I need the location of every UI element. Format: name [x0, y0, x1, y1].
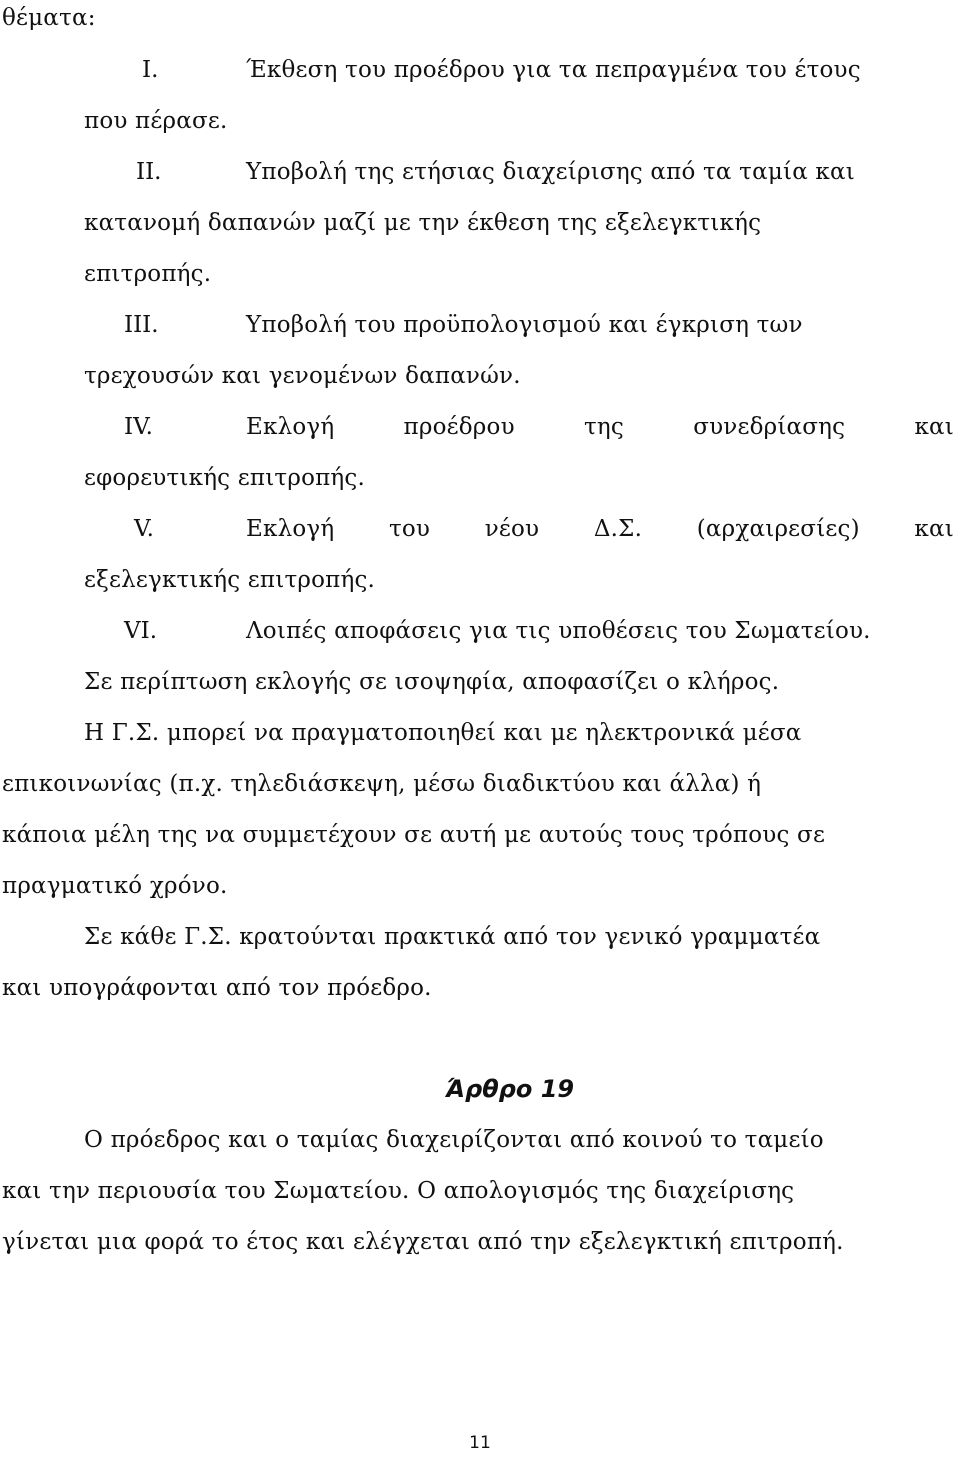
agenda-item-text: Υποβολή της ετήσιας διαχείρισης από τα ταμία και — [246, 159, 855, 185]
agenda-item-number: IV. — [124, 414, 153, 440]
word: προέδρου — [403, 414, 515, 440]
paragraph-electronic: επικοινωνίας (π.χ. τηλεδιάσκεψη, μέσω διαδικτύου και άλλα) ή — [2, 771, 762, 797]
agenda-item-number: V. — [134, 516, 154, 542]
agenda-item-number: III. — [124, 312, 159, 338]
article-text: γίνεται μια φορά το έτος και ελέγχεται από την εξελεγκτική επιτροπή. — [2, 1229, 844, 1255]
paragraph-minutes: Σε κάθε Γ.Σ. κρατούνται πρακτικά από τον γενικό γραμματέα — [84, 924, 821, 950]
agenda-item-text: εξελεγκτικής επιτροπής. — [84, 567, 376, 593]
word: Εκλογή — [246, 516, 335, 542]
article-text: Ο πρόεδρος και ο ταμίας διαχειρίζονται από κοινού το ταμείο — [84, 1127, 824, 1153]
word: νέου — [484, 516, 540, 542]
agenda-item-number: I. — [142, 57, 159, 83]
paragraph-electronic: πραγματικό χρόνο. — [2, 873, 228, 899]
word: συνεδρίασης — [693, 414, 846, 440]
paragraph-electronic: Η Γ.Σ. μπορεί να πραγματοποιηθεί και με ηλεκτρονικά μέσα — [84, 720, 802, 746]
article-text: και την περιουσία του Σωματείου. Ο απολογισμός της διαχείρισης — [2, 1178, 795, 1204]
agenda-item-text: που πέρασε. — [84, 108, 228, 134]
agenda-item-text: κατανομή δαπανών μαζί με την έκθεση της εξελεγκτικής — [84, 210, 762, 236]
agenda-item-text: Λοιπές αποφάσεις για τις υποθέσεις του Σωματείου. — [246, 618, 871, 644]
word: της — [583, 414, 624, 440]
agenda-item-text: επιτροπής. — [84, 261, 212, 287]
paragraph-tie: Σε περίπτωση εκλογής σε ισοψηφία, αποφασίζει ο κλήρος. — [84, 669, 780, 695]
agenda-item-text — [246, 514, 954, 544]
agenda-item-number: II. — [136, 159, 162, 185]
agenda-item-text: τρεχουσών και γενομένων δαπανών. — [84, 363, 521, 389]
word: Δ.Σ. — [593, 516, 643, 542]
intro-text: θέματα: — [2, 5, 96, 31]
page-number: 11 — [469, 1433, 491, 1453]
word: Εκλογή — [246, 414, 335, 440]
word: του — [388, 516, 431, 542]
agenda-item-number: VI. — [124, 618, 158, 644]
agenda-item-text — [246, 412, 954, 442]
agenda-item-text: Υποβολή του προϋπολογισμού και έγκριση των — [246, 312, 803, 338]
paragraph-electronic: κάποια μέλη της να συμμετέχουν σε αυτή με αυτούς τους τρόπους σε — [2, 822, 826, 848]
word: (αρχαιρεσίες) — [696, 516, 860, 542]
word: και — [914, 516, 954, 542]
word: και — [914, 414, 954, 440]
article-title: Άρθρο 19 — [445, 1075, 575, 1103]
agenda-item-text: εφορευτικής επιτροπής. — [84, 465, 366, 491]
agenda-item-text: Έκθεση του προέδρου για τα πεπραγμένα του έτους — [246, 57, 861, 83]
paragraph-minutes: και υπογράφονται από τον πρόεδρο. — [2, 975, 432, 1001]
